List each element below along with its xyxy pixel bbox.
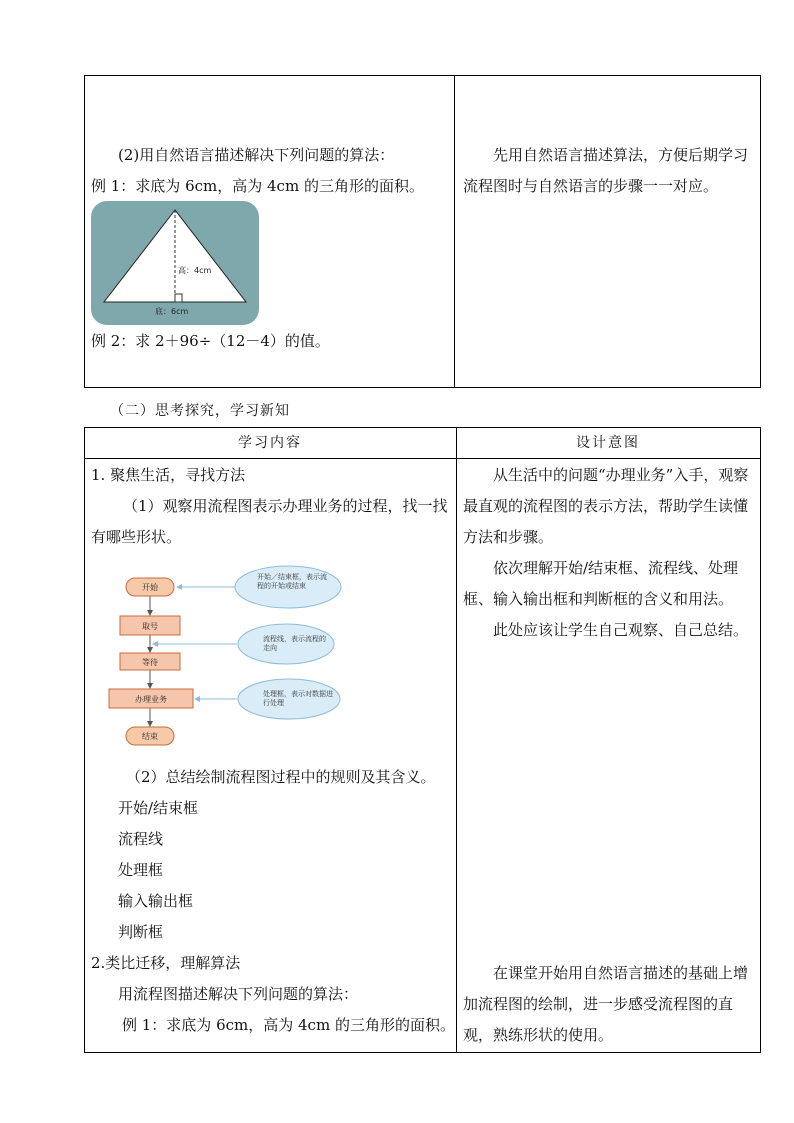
intent-paragraph-3: 此处应该让学生自己观察、自己总结。 <box>493 621 749 639</box>
table2-left-border <box>84 427 85 1053</box>
node-end-label: 结束 <box>142 732 158 741</box>
callout-flow-line-text: 流程线，表示流程的走向 <box>263 635 326 652</box>
table1-left-border <box>84 75 85 388</box>
triangle-figure <box>91 201 259 325</box>
table2-middle-border <box>456 427 457 1053</box>
table2-right-border <box>760 427 761 1053</box>
shape-process: 处理框 <box>118 861 164 879</box>
item-2-title: 2.类比迁移，理解算法 <box>91 954 241 972</box>
node-process-business-label: 办理业务 <box>135 695 167 704</box>
section-heading: （二）思考探究，学习新知 <box>110 403 290 419</box>
intent-paragraph-4: 在课堂开始用自然语言描述的基础上增加流程图的绘制，进一步感受流程图的直观，熟练形状的使用。 <box>463 964 749 1044</box>
triangle-base-label: 底：6cm <box>155 307 189 316</box>
item-1-sub-1: （1）观察用流程图表示办理业务的过程，找一找有哪些形状。 <box>91 497 448 546</box>
table2-bottom-border <box>84 1052 761 1053</box>
triangle-height-label: 高：4cm <box>178 266 212 275</box>
item-2-sub: 用流程图描述解决下列问题的算法： <box>118 985 359 1003</box>
callout-terminal-text: 开始／结束框，表示流程的开始或结束 <box>257 573 327 590</box>
callout-process-text: 处理框，表示对数据进行处理 <box>263 690 333 707</box>
shape-decision: 判断框 <box>118 923 164 941</box>
algorithm-intro: (2)用自然语言描述解决下列问题的算法： <box>118 146 395 164</box>
shape-start-end: 开始/结束框 <box>118 799 199 817</box>
table1-right-border <box>760 75 761 388</box>
item-2-example-1: 例 1：求底为 6cm，高为 4cm 的三角形的面积。 <box>122 1016 455 1034</box>
item-1-sub-2: （2）总结绘制流程图过程中的规则及其含义。 <box>126 768 436 786</box>
item-1-title: 1. 聚焦生活，寻找方法 <box>91 466 246 484</box>
table1-middle-border <box>454 75 455 388</box>
table2-header-border <box>84 458 761 459</box>
table1-top-border <box>84 75 761 76</box>
shape-flow-line: 流程线 <box>118 830 164 848</box>
table2-top-border <box>84 427 761 428</box>
flowchart-figure <box>105 565 345 750</box>
node-start-label: 开始 <box>142 583 158 592</box>
header-design-intent: 设计意图 <box>576 435 640 451</box>
header-learning-content: 学习内容 <box>238 435 302 451</box>
table1-right-paragraph: 先用自然语言描述算法，方便后期学习流程图时与自然语言的步骤一一对应。 <box>463 146 749 195</box>
intent-paragraph-1: 从生活中的问题“办理业务”入手，观察最直观的流程图的表示方法，帮助学生读懂方法和步骤。 <box>463 466 749 546</box>
intent-paragraph-2: 依次理解开始/结束框、流程线、处理框、输入输出框和判断框的含义和用法。 <box>463 559 739 608</box>
table1-bottom-border <box>84 387 761 388</box>
example-2-text: 例 2：求 2＋96÷（12－4）的值。 <box>91 332 330 350</box>
shape-input-output: 输入输出框 <box>118 892 194 910</box>
node-wait-label: 等待 <box>142 658 158 667</box>
example-1-text: 例 1：求底为 6cm，高为 4cm 的三角形的面积。 <box>91 177 424 195</box>
node-get-number-label: 取号 <box>142 622 158 631</box>
